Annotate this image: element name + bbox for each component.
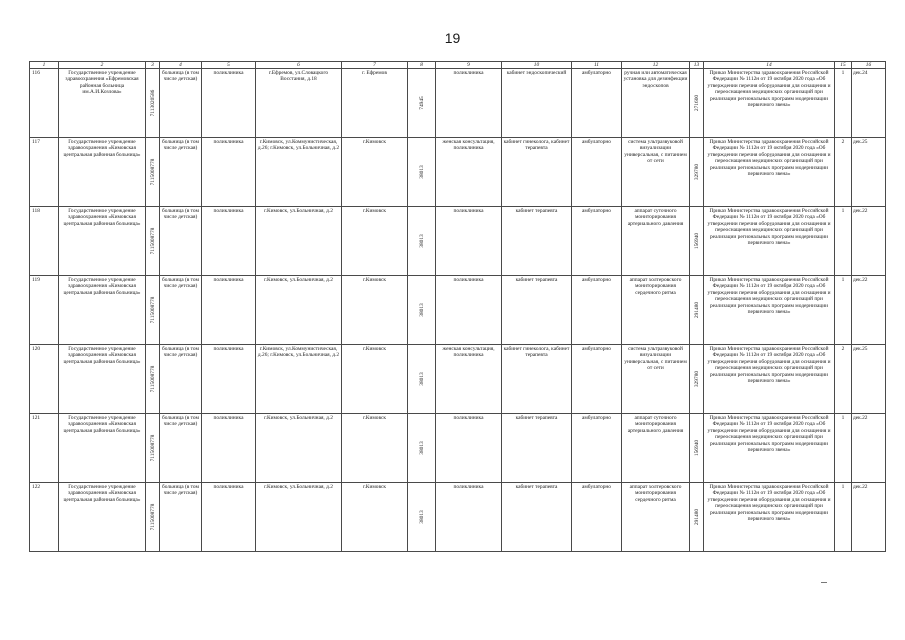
delivery-date-cell: дек.22 [852, 207, 886, 276]
population-cell [408, 207, 436, 276]
population-cell [408, 345, 436, 414]
organization-type-cell: больница (в том числе детская) [160, 138, 202, 207]
division-cell: поликлиника [436, 69, 502, 138]
column-number: 8 [408, 62, 436, 69]
page-number: 19 [444, 30, 461, 46]
column-number: 14 [704, 62, 835, 69]
population: 74945 [418, 96, 425, 110]
organization-type-cell: больница (в том числе детская) [160, 483, 202, 552]
division-cell: женская консультация, поликлиника [436, 345, 502, 414]
room-cell: кабинет гинеколога, кабинет терапевта [502, 345, 572, 414]
price-cell [690, 207, 704, 276]
column-number: 10 [502, 62, 572, 69]
column-number: 15 [835, 62, 852, 69]
legal-basis-cell: Приказ Министерства здравоохранения Российской Федерации № 1112н от 19 октября 2020 года «Об утверждении перечня оборудования для оснащения и переоснащения медицинских организаций при реализации региональных программ модернизации первичного звена» [704, 69, 835, 138]
population: 38013 [418, 234, 425, 248]
city-cell: г. Ефремов [342, 69, 408, 138]
unit-type-cell: поликлиника [202, 69, 256, 138]
city-cell: г.Кимовск [342, 207, 408, 276]
address-cell: г.Кимовск, ул.Больничная, д.2 [256, 276, 342, 345]
legal-basis-cell: Приказ Министерства здравоохранения Российской Федерации № 1112н от 19 октября 2020 года «Об утверждении перечня оборудования для оснащения и переоснащения медицинских организаций при реализации региональных программ модернизации первичного звена» [704, 138, 835, 207]
delivery-date-cell: дек.22 [852, 414, 886, 483]
room-cell: кабинет терапевта [502, 483, 572, 552]
inn-code-cell [146, 414, 160, 483]
city-cell: г.Кимовск [342, 276, 408, 345]
inn-code: 7115008778 [149, 296, 156, 324]
inn-code: 7115008778 [149, 365, 156, 393]
address-cell: г.Кимовск, ул.Больничная, д.2 [256, 207, 342, 276]
table-body [30, 62, 886, 552]
scan-mark [821, 582, 827, 583]
legal-basis-cell: Приказ Министерства здравоохранения Российской Федерации № 1112н от 19 октября 2020 года «Об утверждении перечня оборудования для оснащения и переоснащения медицинских организаций при реализации региональных программ модернизации первичного звена» [704, 345, 835, 414]
organization-type-cell: больница (в том числе детская) [160, 414, 202, 483]
population: 38013 [418, 510, 425, 524]
division-cell: поликлиника [436, 207, 502, 276]
unit-type-cell: поликлиника [202, 138, 256, 207]
organization-name-cell: Государственное учреждение здравоохранения «Кимовская центральная районная больница» [59, 138, 146, 207]
address-cell: г.Кимовск, ул.Больничная, д.2 [256, 483, 342, 552]
column-number-row [30, 62, 886, 69]
column-number: 4 [160, 62, 202, 69]
inn-code-cell [146, 345, 160, 414]
price: 271600 [693, 94, 700, 112]
equipment-name-cell: аппарат холтеровского мониторирования сердечного ритма [622, 483, 690, 552]
row-number-cell: 119 [30, 276, 59, 345]
organization-type-cell: больница (в том числе детская) [160, 207, 202, 276]
table-row [30, 207, 886, 276]
inn-code: 7115008778 [149, 503, 156, 531]
unit-type-cell: поликлиника [202, 276, 256, 345]
table-row [30, 276, 886, 345]
price-cell [690, 345, 704, 414]
delivery-date-cell: дек.24 [852, 69, 886, 138]
city-cell: г.Кимовск [342, 483, 408, 552]
quantity-cell: 2 [835, 345, 852, 414]
row-number-cell: 117 [30, 138, 59, 207]
legal-basis-cell: Приказ Министерства здравоохранения Российской Федерации № 1112н от 19 октября 2020 года «Об утверждении перечня оборудования для оснащения и переоснащения медицинских организаций при реализации региональных программ модернизации первичного звена» [704, 207, 835, 276]
address-cell: г.Ефремов, ул.Словацкого Восстания, д.18 [256, 69, 342, 138]
inn-code: 7115008778 [149, 227, 156, 255]
unit-type-cell: поликлиника [202, 414, 256, 483]
price: 329780 [693, 163, 700, 181]
column-number: 9 [436, 62, 502, 69]
inn-code-cell [146, 276, 160, 345]
organization-type-cell: больница (в том числе детская) [160, 69, 202, 138]
organization-name-cell: Государственное учреждение здравоохранения «Кимовская центральная районная больница» [59, 276, 146, 345]
population: 38013 [418, 372, 425, 386]
table-row [30, 483, 886, 552]
price-cell [690, 69, 704, 138]
row-number-cell: 120 [30, 345, 59, 414]
quantity-cell: 1 [835, 207, 852, 276]
row-number-cell: 121 [30, 414, 59, 483]
quantity-cell: 1 [835, 414, 852, 483]
column-number: 3 [146, 62, 160, 69]
care-condition-cell: амбулаторно [572, 138, 622, 207]
delivery-date-cell: дек.22 [852, 483, 886, 552]
column-number: 16 [852, 62, 886, 69]
inn-code-cell [146, 69, 160, 138]
quantity-cell: 1 [835, 69, 852, 138]
price-cell [690, 138, 704, 207]
equipment-name-cell: аппарат холтеровского мониторирования сердечного ритма [622, 276, 690, 345]
population: 38013 [418, 165, 425, 179]
quantity-cell: 2 [835, 138, 852, 207]
price: 156940 [693, 232, 700, 250]
division-cell: поликлиника [436, 414, 502, 483]
inn-code-cell [146, 138, 160, 207]
price-cell [690, 276, 704, 345]
row-number-cell: 118 [30, 207, 59, 276]
city-cell: г.Кимовск [342, 414, 408, 483]
organization-name-cell: Государственное учреждение здравоохранения «Кимовская центральная районная больница» [59, 414, 146, 483]
column-number: 6 [256, 62, 342, 69]
room-cell: кабинет терапевта [502, 207, 572, 276]
price-cell [690, 414, 704, 483]
price: 291480 [693, 301, 700, 319]
population: 38013 [418, 441, 425, 455]
price: 291480 [693, 508, 700, 526]
unit-type-cell: поликлиника [202, 345, 256, 414]
organization-type-cell: больница (в том числе детская) [160, 345, 202, 414]
room-cell: кабинет терапевта [502, 276, 572, 345]
care-condition-cell: амбулаторно [572, 276, 622, 345]
care-condition-cell: амбулаторно [572, 69, 622, 138]
column-number: 13 [690, 62, 704, 69]
city-cell: г.Кимовск [342, 138, 408, 207]
delivery-date-cell: дек.25 [852, 138, 886, 207]
care-condition-cell: амбулаторно [572, 207, 622, 276]
delivery-date-cell: дек.25 [852, 345, 886, 414]
population: 38013 [418, 303, 425, 317]
quantity-cell: 1 [835, 483, 852, 552]
population-cell [408, 138, 436, 207]
room-cell: кабинет гинеколога, кабинет терапевта [502, 138, 572, 207]
legal-basis-cell: Приказ Министерства здравоохранения Российской Федерации № 1112н от 19 октября 2020 года «Об утверждении перечня оборудования для оснащения и переоснащения медицинских организаций при реализации региональных программ модернизации первичного звена» [704, 276, 835, 345]
inn-code-cell [146, 483, 160, 552]
table-row [30, 138, 886, 207]
column-number: 12 [622, 62, 690, 69]
legal-basis-cell: Приказ Министерства здравоохранения Российской Федерации № 1112н от 19 октября 2020 года «Об утверждении перечня оборудования для оснащения и переоснащения медицинских организаций при реализации региональных программ модернизации первичного звена» [704, 414, 835, 483]
price: 156940 [693, 439, 700, 457]
population-cell [408, 276, 436, 345]
inn-code: 7115008778 [149, 434, 156, 462]
equipment-table [29, 61, 886, 552]
equipment-name-cell: система ультразвуковой визуализации универсальная, с питанием от сети [622, 138, 690, 207]
population-cell [408, 414, 436, 483]
equipment-name-cell: аппарат суточного мониторирования артериального давления [622, 414, 690, 483]
room-cell: кабинет эндоскопический [502, 69, 572, 138]
room-cell: кабинет терапевта [502, 414, 572, 483]
column-number: 1 [30, 62, 59, 69]
column-number: 11 [572, 62, 622, 69]
organization-name-cell: Государственное учреждение здравоохранения «Кимовская центральная районная больница» [59, 483, 146, 552]
table-row [30, 414, 886, 483]
table-row [30, 69, 886, 138]
division-cell: женская консультация, поликлиника [436, 138, 502, 207]
division-cell: поликлиника [436, 276, 502, 345]
organization-type-cell: больница (в том числе детская) [160, 276, 202, 345]
column-number: 7 [342, 62, 408, 69]
legal-basis-cell: Приказ Министерства здравоохранения Российской Федерации № 1112н от 19 октября 2020 года «Об утверждении перечня оборудования для оснащения и переоснащения медицинских организаций при реализации региональных программ модернизации первичного звена» [704, 483, 835, 552]
equipment-name-cell: ручная или автоматическая установка для дезинфекции эндоскопов [622, 69, 690, 138]
city-cell: г.Кимовск [342, 345, 408, 414]
quantity-cell: 1 [835, 276, 852, 345]
delivery-date-cell: дек.22 [852, 276, 886, 345]
price: 329780 [693, 370, 700, 388]
inn-code: 7113020586 [149, 89, 156, 117]
care-condition-cell: амбулаторно [572, 414, 622, 483]
inn-code-cell [146, 207, 160, 276]
table-row [30, 345, 886, 414]
column-number: 5 [202, 62, 256, 69]
address-cell: г.Кимовск, ул.Коммунистическая, д.26; г.Кимовск, ул.Больничная, д.2 [256, 138, 342, 207]
row-number-cell: 122 [30, 483, 59, 552]
inn-code: 7115008778 [149, 158, 156, 186]
unit-type-cell: поликлиника [202, 207, 256, 276]
equipment-name-cell: аппарат суточного мониторирования артериального давления [622, 207, 690, 276]
price-cell [690, 483, 704, 552]
column-number: 2 [59, 62, 146, 69]
address-cell: г.Кимовск, ул.Больничная, д.2 [256, 414, 342, 483]
population-cell [408, 69, 436, 138]
organization-name-cell: Государственное учреждение здравоохранения «Кимовская центральная районная больница» [59, 207, 146, 276]
row-number-cell: 116 [30, 69, 59, 138]
care-condition-cell: амбулаторно [572, 345, 622, 414]
organization-name-cell: Государственное учреждение здравоохранения «Кимовская центральная районная больница» [59, 345, 146, 414]
equipment-name-cell: система ультразвуковой визуализации универсальная, с питанием от сети [622, 345, 690, 414]
care-condition-cell: амбулаторно [572, 483, 622, 552]
address-cell: г.Кимовск, ул.Коммунистическая, д.26; г.Кимовск, ул.Больничная, д.2 [256, 345, 342, 414]
population-cell [408, 483, 436, 552]
division-cell: поликлиника [436, 483, 502, 552]
unit-type-cell: поликлиника [202, 483, 256, 552]
organization-name-cell: Государственное учреждение здравоохранения «Ефремовская районная больница им.А.И.Козлова» [59, 69, 146, 138]
